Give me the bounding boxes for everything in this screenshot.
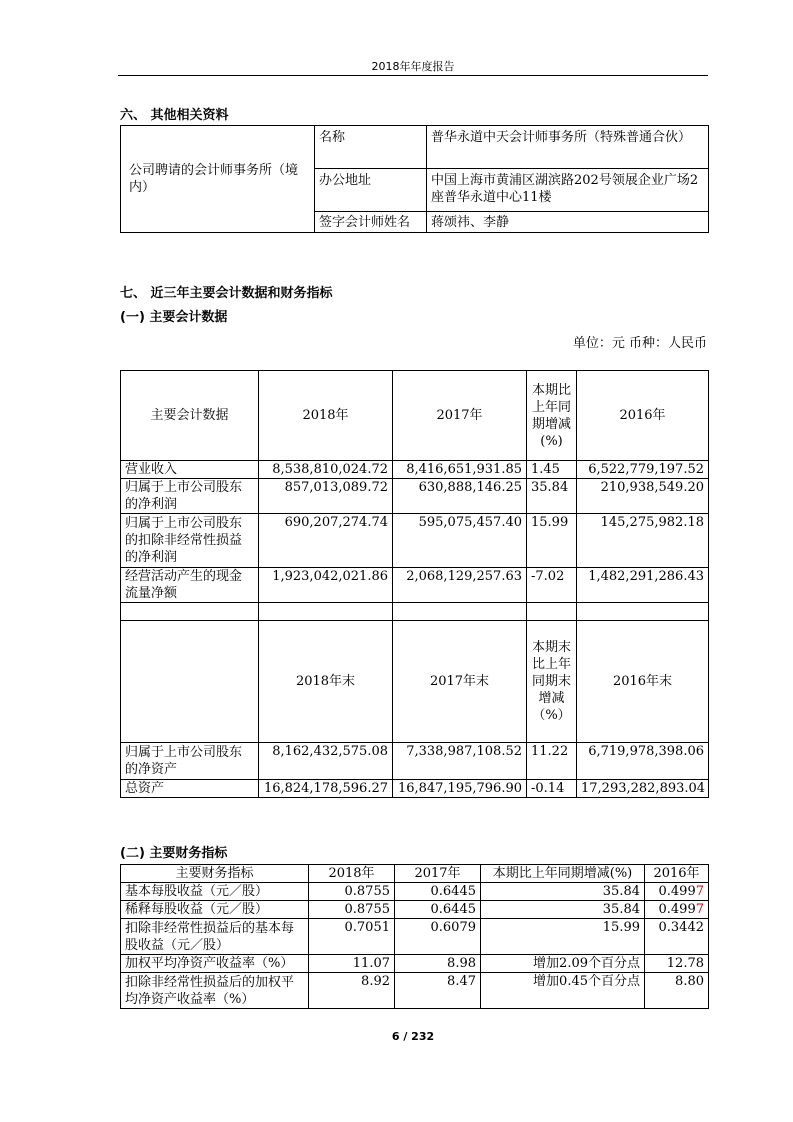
t2-head-2018: 2018年	[309, 865, 395, 883]
value-2018: 0.7051	[309, 919, 395, 955]
t2-head-change: 本期比上年同期增减(%)	[481, 865, 645, 883]
value-change: 1.45	[527, 461, 577, 479]
t1-head-2016: 2016年	[577, 371, 709, 461]
value-2016: 8.80	[645, 973, 709, 1009]
value-2016	[645, 883, 709, 901]
row-label: 经营活动产生的现金流量净额	[121, 568, 259, 603]
row-label: 营业收入	[121, 461, 259, 479]
value-2018: 857,013,089.72	[259, 479, 393, 514]
value-2016: 210,938,549.20	[577, 479, 709, 514]
value-2016: 6,719,978,398.06	[577, 743, 709, 780]
firm-row-label: 公司聘请的会计师事务所（境内）	[121, 126, 315, 233]
firm-name-value: 普华永道中天会计师事务所（特殊普通合伙）	[427, 126, 709, 169]
unit-label: 单位：元 币种：人民币	[572, 336, 707, 351]
value-2018: 0.8755	[309, 901, 395, 919]
table-row	[121, 780, 709, 798]
value-2016: 0.3442	[645, 919, 709, 955]
row-label: 稀释每股收益（元／股）	[121, 901, 309, 919]
value-2016	[645, 901, 709, 919]
table-row	[121, 568, 709, 603]
t1-head-change: 本期比上年同期增减(%)	[527, 371, 577, 461]
firm-signer-value: 蒋颂祎、李静	[427, 212, 709, 233]
value-2017: 8,416,651,931.85	[393, 461, 527, 479]
accounting-firm-table	[120, 125, 709, 233]
row-label: 基本每股收益（元／股）	[121, 883, 309, 901]
t2-head-item: 主要财务指标	[121, 865, 309, 883]
value-2017: 16,847,195,796.90	[393, 780, 527, 798]
value-change: 35.84	[527, 479, 577, 514]
value-change: 15.99	[481, 919, 645, 955]
firm-signer-label: 签字会计师姓名	[315, 212, 427, 233]
value-2016: 12.78	[645, 955, 709, 973]
table-row	[121, 461, 709, 479]
t1-head-2017: 2017年	[393, 371, 527, 461]
table-row	[121, 883, 709, 901]
value-change: 增加0.45个百分点	[481, 973, 645, 1009]
value-2018: 0.8755	[309, 883, 395, 901]
value-2017: 630,888,146.25	[393, 479, 527, 514]
value-2018: 690,207,274.74	[259, 514, 393, 568]
value-2018: 8,538,810,024.72	[259, 461, 393, 479]
value-2017: 8.98	[395, 955, 481, 973]
table-row	[121, 955, 709, 973]
value-change: 35.84	[481, 883, 645, 901]
value-2017: 0.6445	[395, 901, 481, 919]
value-change: 35.84	[481, 901, 645, 919]
t1-head-item: 主要会计数据	[121, 371, 259, 461]
row-label: 扣除非经常性损益后的基本每股收益（元／股）	[121, 919, 309, 955]
t1-head2-item	[121, 621, 259, 743]
table-row	[121, 901, 709, 919]
t1-head2-2017: 2017年末	[393, 621, 527, 743]
firm-address-value: 中国上海市黄浦区湖滨路202号领展企业广场2座普华永道中心11楼	[427, 169, 709, 212]
subsection-2-title: (二) 主要财务指标	[120, 846, 228, 861]
value-2018: 16,824,178,596.27	[259, 780, 393, 798]
table-row	[121, 479, 709, 514]
value-2017: 595,075,457.40	[393, 514, 527, 568]
row-label: 加权平均净资产收益率（%）	[121, 955, 309, 973]
t2-head-2016: 2016年	[645, 865, 709, 883]
value-2016-main: 0.499	[658, 902, 696, 917]
table-row	[121, 919, 709, 955]
table-row	[121, 743, 709, 780]
page-number: 6 / 232	[391, 1030, 435, 1043]
value-2017: 8.47	[395, 973, 481, 1009]
value-2017: 7,338,987,108.52	[393, 743, 527, 780]
accounting-data-table	[120, 370, 709, 798]
section-7-title: 七、 近三年主要会计数据和财务指标	[120, 286, 333, 301]
row-label: 扣除非经常性损益后的加权平均净资产收益率（%）	[121, 973, 309, 1009]
value-change: -0.14	[527, 780, 577, 798]
value-2017: 2,068,129,257.63	[393, 568, 527, 603]
row-label: 归属于上市公司股东的净利润	[121, 479, 259, 514]
row-label: 归属于上市公司股东的净资产	[121, 743, 259, 780]
row-label: 归属于上市公司股东的扣除非经常性损益的净利润	[121, 514, 259, 568]
value-2016-red-digit: 7	[695, 902, 704, 917]
value-2016: 145,275,982.18	[577, 514, 709, 568]
header-divider	[118, 75, 708, 76]
value-change: 15.99	[527, 514, 577, 568]
spacer-row	[121, 603, 709, 621]
value-change: -7.02	[527, 568, 577, 603]
section-6-title: 六、 其他相关资料	[120, 108, 229, 123]
value-2018: 8,162,432,575.08	[259, 743, 393, 780]
value-2016: 17,293,282,893.04	[577, 780, 709, 798]
value-2016: 1,482,291,286.43	[577, 568, 709, 603]
financial-indicators-table	[120, 864, 709, 1009]
value-change: 11.22	[527, 743, 577, 780]
value-change: 增加2.09个百分点	[481, 955, 645, 973]
table-row	[121, 973, 709, 1009]
value-2016-main: 0.499	[658, 884, 696, 899]
row-label: 总资产	[121, 780, 259, 798]
value-2016-red-digit: 7	[695, 884, 704, 899]
page-header: 2018年年度报告	[371, 60, 455, 73]
firm-address-label: 办公地址	[315, 169, 427, 212]
t1-head-2018: 2018年	[259, 371, 393, 461]
t1-head2-2016: 2016年末	[577, 621, 709, 743]
value-2016: 6,522,779,197.52	[577, 461, 709, 479]
t1-head2-2018: 2018年末	[259, 621, 393, 743]
t2-head-2017: 2017年	[395, 865, 481, 883]
value-2018: 11.07	[309, 955, 395, 973]
value-2018: 8.92	[309, 973, 395, 1009]
firm-name-label: 名称	[315, 126, 427, 169]
subsection-1-title: (一) 主要会计数据	[120, 310, 228, 325]
t1-head2-change: 本期末比上年同期末增减（%）	[527, 621, 577, 743]
value-2018: 1,923,042,021.86	[259, 568, 393, 603]
table-row	[121, 514, 709, 568]
value-2017: 0.6079	[395, 919, 481, 955]
value-2017: 0.6445	[395, 883, 481, 901]
